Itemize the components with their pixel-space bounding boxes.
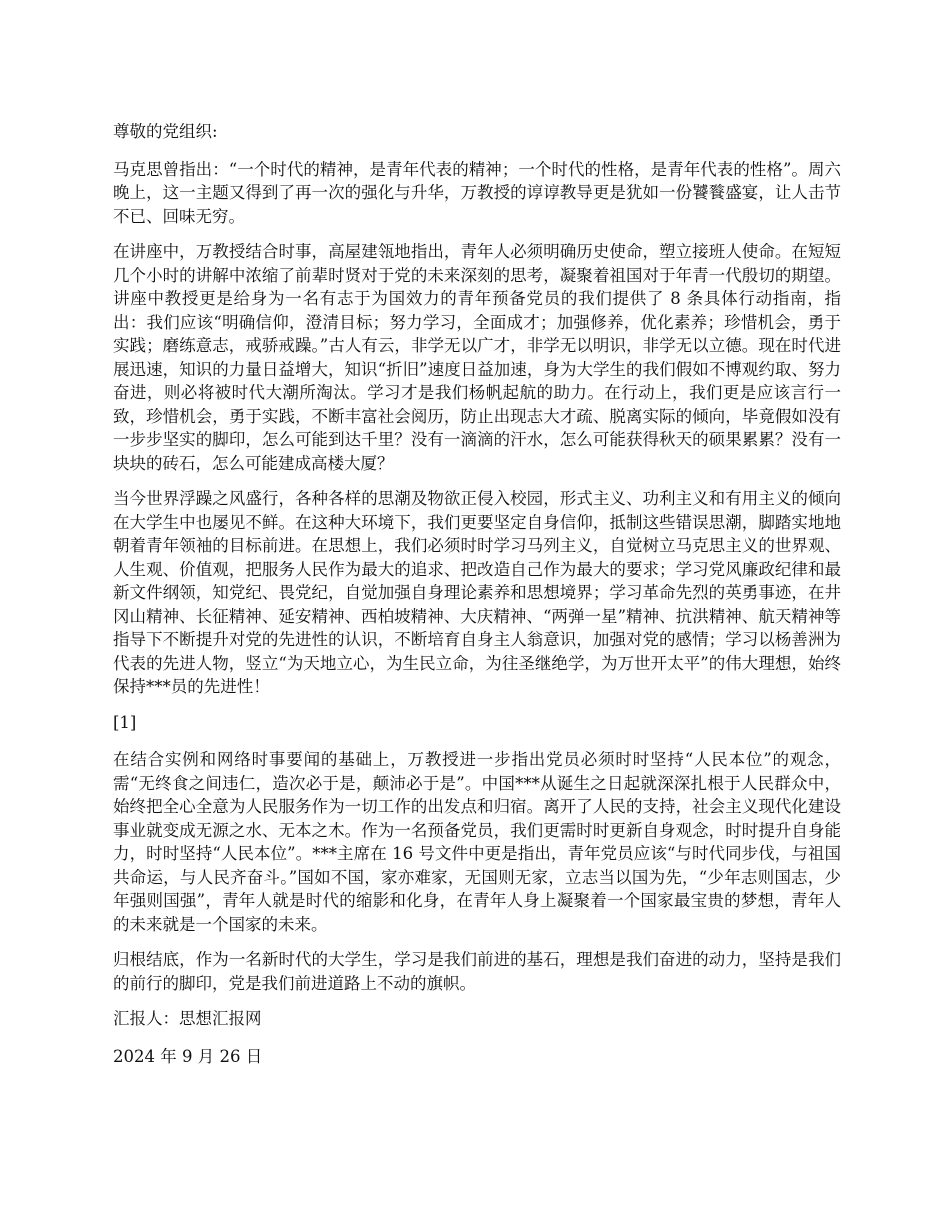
report-date: 2024 年 9 月 26 日 (113, 1046, 263, 1066)
footnote-marker: [1] (113, 712, 137, 732)
reporter-signature: 汇报人：思想汇报网 (113, 1009, 262, 1028)
greeting: 尊敬的党组织: (113, 122, 218, 141)
paragraph-quote: 马克思曾指出：“一个时代的精神，是青年代表的精神；一个时代的性格，是青年代表的性格”。周六晚上，这一主题又得到了再一次的强化与升华，万教授的谆谆教导更是犹如一份饕餮盛宴，让人击节不已、回味无穷。 (113, 159, 841, 226)
paragraph-people-first: 在结合实例和网络时事要闻的基础上，万教授进一步指出党员必须时时坚持“人民本位”的观念，需“无终食之间违仁，造次必于是，颠沛必于是”。中国***从诞生之日起就深深扎根于人民群众中，始终把全心全意为人民服务作为一切工作的出发点和归宿。离开了人民的支持，社会主义现代化建设事业就变成无源之水、无本之木。作为一名预备党员，我们更需时时更新自身观念，时时提升自身能力，时时坚持“人民本位”。***主席在 16 号文件中更是指出，青年党员应该“与时代同步伐，与祖国共命运，与人民齐奋斗。”国如不国，家亦难家，无国则无家，立志当以国为先，“少年志则国志，少年强则国强”，青年人就是时代的缩影和化身，在青年人身上凝聚着一个国家最宝贵的梦想，青年人的未来就是一个国家的未来。 (113, 750, 841, 934)
letter-document (113, 120, 841, 1082)
paragraph-lecture: 在讲座中，万教授结合时事，高屋建瓴地指出，青年人必须明确历史使命，塑立接班人使命。在短短几个小时的讲解中浓缩了前辈时贤对于党的未来深刻的思考，凝聚着祖国对于年青一代殷切的期望。讲座中教授更是给身为一名有志于为国效力的青年预备党员的我们提供了 8 条具体行动指南，指出：我们应该“明确信仰，澄清目标；努力学习，全面成才；加强修养，优化素养；珍惜机会，勇于实践；磨练意志，戒骄戒躁。”古人有云，非学无以广才，非学无以明识，非学无以立德。现在时代进展迅速，知识的力量日益增大，知识“折旧”速度日益加速，身为大学生的我们假如不博观约取、努力奋进，则必将被时代大潮所淘汰。学习才是我们杨帆起航的助力。在行动上，我们更是应该言行一致，珍惜机会，勇于实践，不断丰富社会阅历，防止出现志大才疏、脱离实际的倾向，毕竟假如没有一步步坚实的脚印，怎么可能到达千里？没有一滴滴的汗水，怎么可能获得秋天的硕果累累？没有一块块的砖石，怎么可能建成高楼大厦？ (113, 242, 841, 473)
paragraph-conclusion: 归根结底，作为一名新时代的大学生，学习是我们前进的基石，理想是我们奋进的动力，坚持是我们的前行的脚印，党是我们前进道路上不动的旗帜。 (113, 950, 841, 993)
paragraph-thought: 当今世界浮躁之风盛行，各种各样的思潮及物欲正侵入校园，形式主义、功利主义和有用主义的倾向在大学生中也屡见不鲜。在这种大环境下，我们更要坚定自身信仰，抵制这些错误思潮，脚踏实地地朝着青年领袖的目标前进。在思想上，我们必须时时学习马列主义，自觉树立马克思主义的世界观、人生观、价值观，把服务人民作为最大的追求、把改造自己作为最大的要求；学习党风廉政纪律和最新文件纲领，知党纪、畏党纪，自觉加强自身理论素养和思想境界；学习革命先烈的英勇事迹，在井冈山精神、长征精神、延安精神、西柏坡精神、大庆精神、“两弹一星”精神、抗洪精神、航天精神等指导下不断提升对党的先进性的认识，不断培育自身主人翁意识，加强对党的感情；学习以杨善洲为代表的先进人物，竖立“为天地立心，为生民立命，为往圣继绝学，为万世开太平”的伟大理想，始终保持***员的先进性！ (113, 489, 841, 696)
